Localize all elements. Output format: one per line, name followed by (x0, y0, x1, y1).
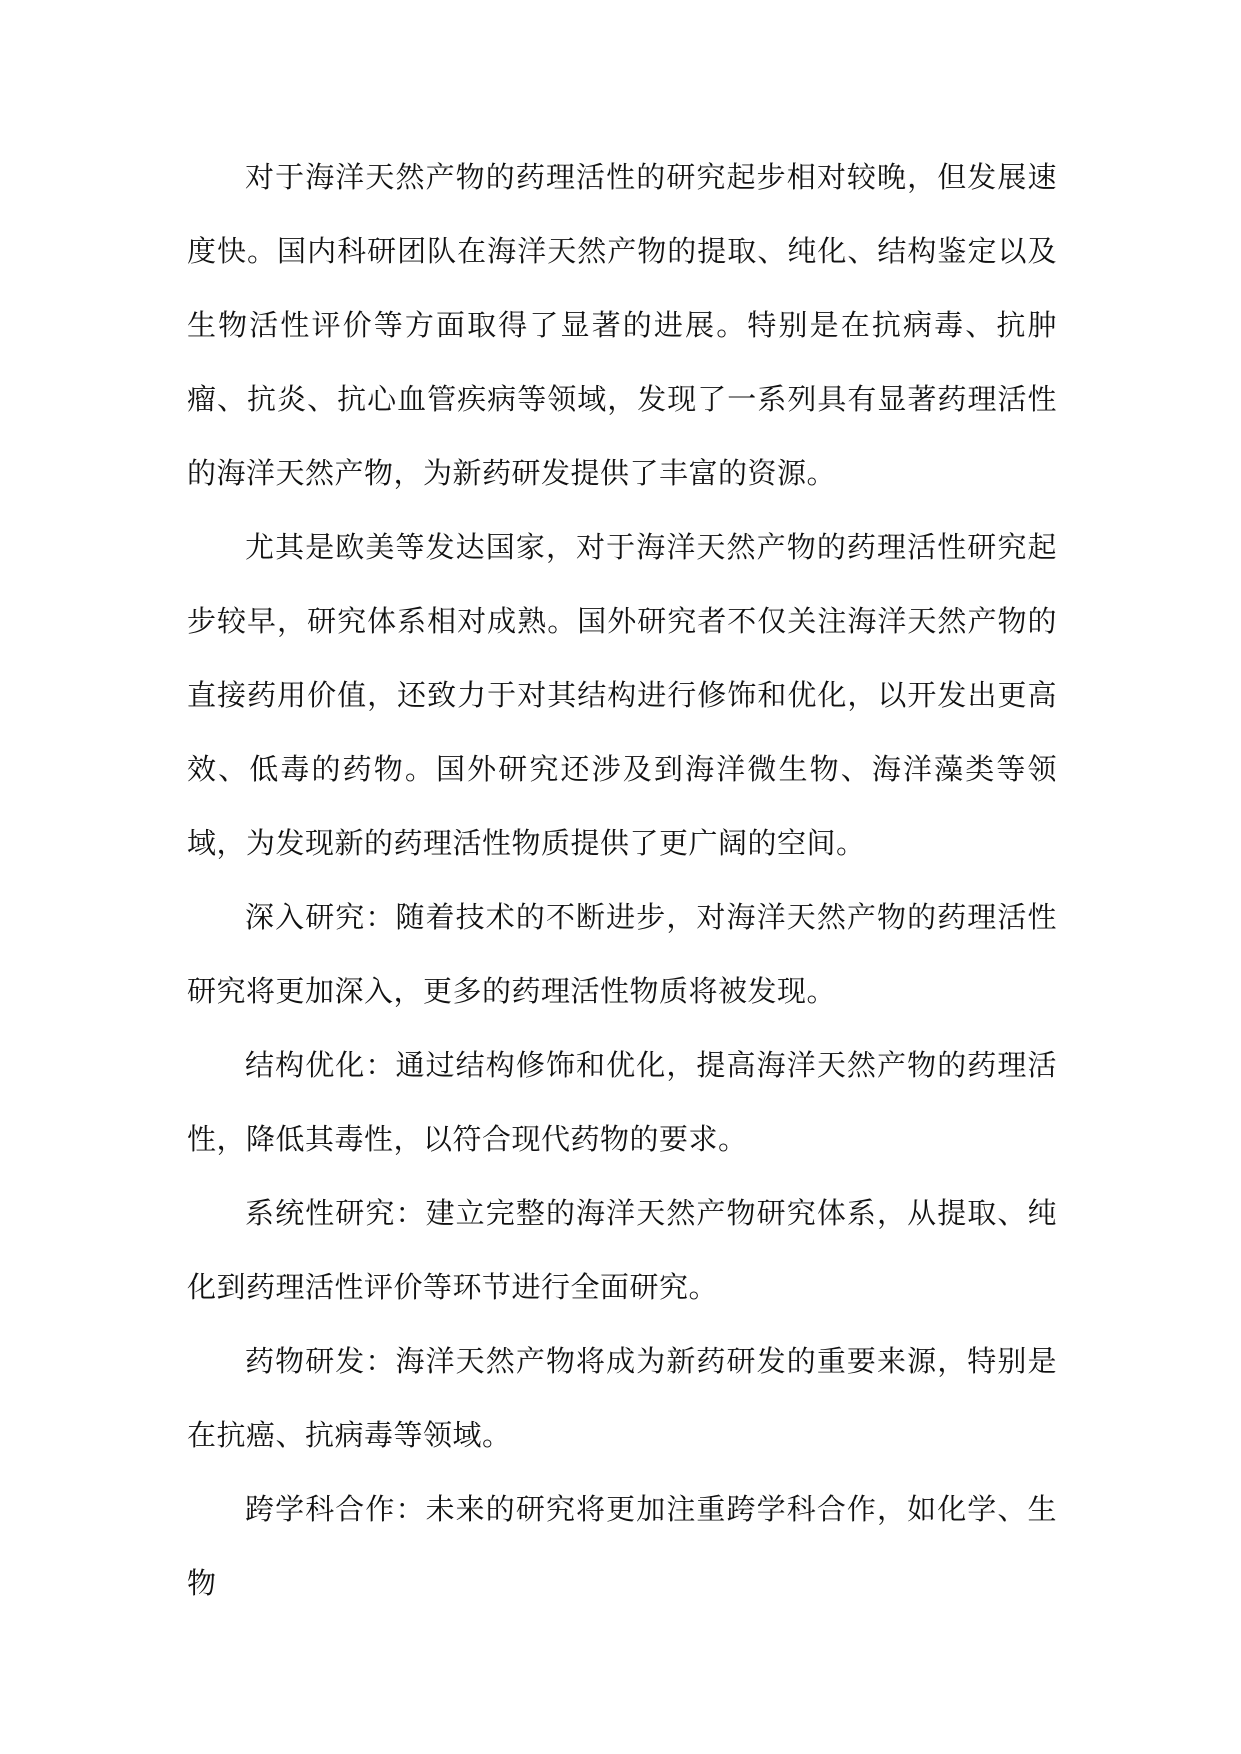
paragraph-domestic-research: 对于海洋天然产物的药理活性的研究起步相对较晚，但发展速度快。国内科研团队在海洋天然产物的提取、纯化、结构鉴定以及生物活性评价等方面取得了显著的进展。特别是在抗病毒、抗肿瘤、抗炎、抗心血管疾病等领域，发现了一系列具有显著药理活性的海洋天然产物，为新药研发提供了丰富的资源。 (187, 160, 1057, 490)
paragraph-deep-research: 深入研究：随着技术的不断进步，对海洋天然产物的药理活性研究将更加深入，更多的药理活性物质将被发现。 (187, 900, 1057, 1008)
paragraph-structure-optimization: 结构优化：通过结构修饰和优化，提高海洋天然产物的药理活性，降低其毒性，以符合现代药物的要求。 (187, 1048, 1057, 1156)
paragraph-interdisciplinary: 跨学科合作：未来的研究将更加注重跨学科合作，如化学、生物 (187, 1492, 1057, 1600)
paragraph-drug-development: 药物研发：海洋天然产物将成为新药研发的重要来源，特别是在抗癌、抗病毒等领域。 (187, 1344, 1057, 1452)
paragraph-foreign-research: 尤其是欧美等发达国家，对于海洋天然产物的药理活性研究起步较早，研究体系相对成熟。国外研究者不仅关注海洋天然产物的直接药用价值，还致力于对其结构进行修饰和优化，以开发出更高效、低毒的药物。国外研究还涉及到海洋微生物、海洋藻类等领域，为发现新的药理活性物质提供了更广阔的空间。 (187, 530, 1057, 860)
paragraph-systematic-research: 系统性研究：建立完整的海洋天然产物研究体系，从提取、纯化到药理活性评价等环节进行全面研究。 (187, 1196, 1057, 1304)
document-body (187, 140, 1057, 1620)
